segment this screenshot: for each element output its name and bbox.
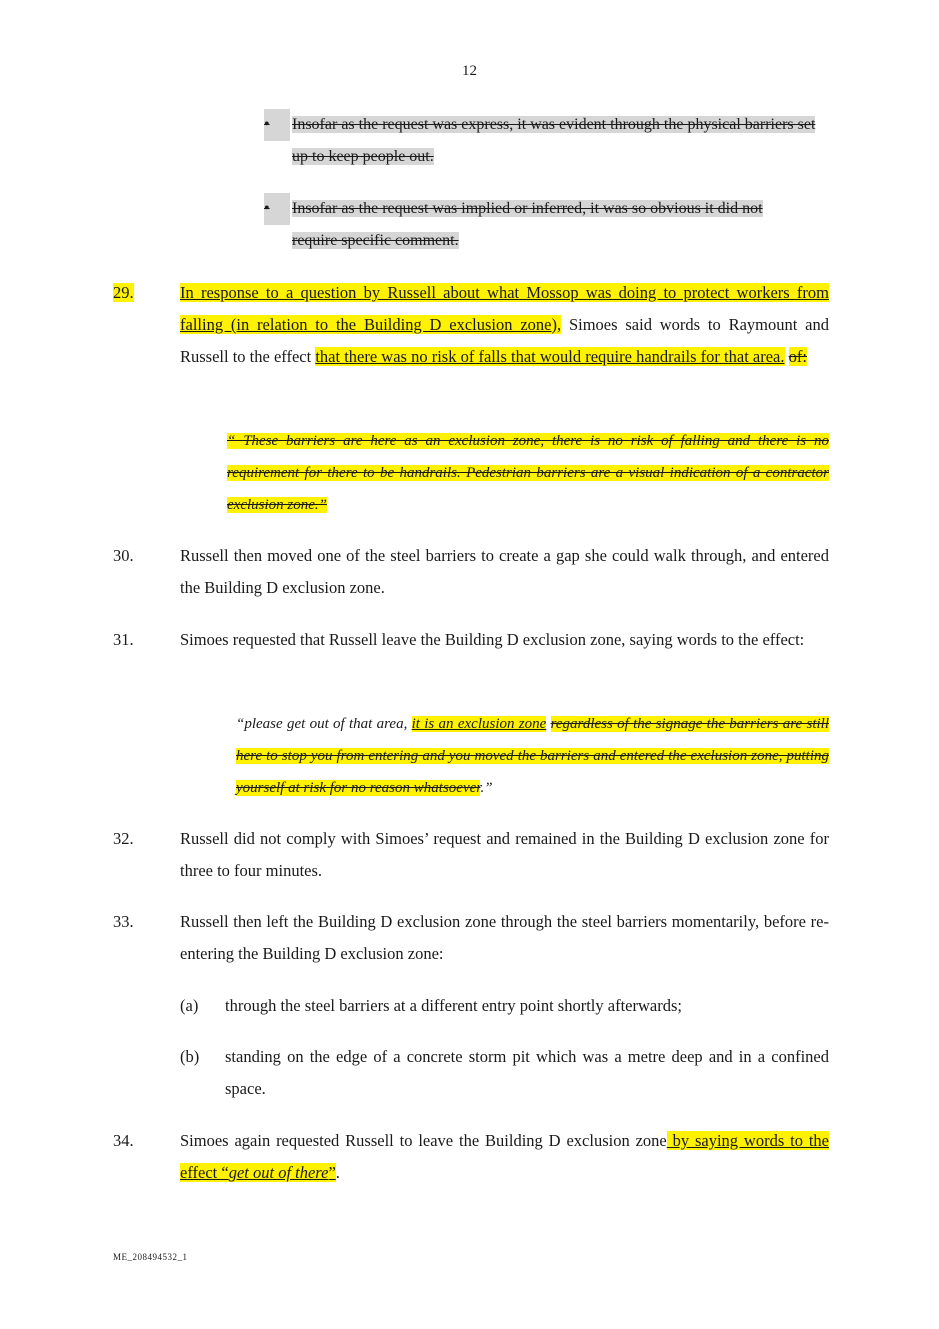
bullet-symbol: • — [264, 193, 290, 225]
paragraph-31 — [113, 624, 829, 656]
paragraph-text: Simoes again requested Russell to leave the Building D exclusion zone — [180, 1131, 667, 1150]
paragraph-text: Simoes requested that Russell leave the Building D exclusion zone, saying words to the effect: — [180, 630, 805, 649]
paragraph-number: 29. — [113, 283, 134, 302]
page-number: 12 — [462, 63, 477, 79]
item-text: standing on the edge of a concrete storm pit which was a metre deep and in a confined space. — [225, 1047, 829, 1098]
struck-bullet-2 — [264, 193, 804, 257]
deleted-quote: “ These barriers are here as an exclusion zone, there is no risk of falling and there is no requirement for there to be handrails. Pedestrian barriers are a visual indication of a contractor exclusion zone.” — [227, 433, 829, 513]
list-item-b — [180, 1041, 829, 1105]
inserted-text: it is an exclusion zone — [411, 716, 547, 732]
paragraph-text: Russell did not comply with Simoes’ request and remained in the Building D exclusion zone for three to four minutes. — [180, 829, 829, 880]
item-text: through the steel barriers at a different entry point shortly afterwards; — [225, 996, 682, 1015]
paragraph-33 — [113, 906, 829, 970]
bullet-text: Insofar as the request was implied or inferred, it was so obvious it did not require specific comment. — [292, 200, 763, 249]
inserted-quote: get out of there — [228, 1163, 329, 1182]
list-item-a — [180, 990, 829, 1022]
paragraph-29 — [113, 277, 829, 373]
quote-29 — [227, 425, 829, 521]
inserted-text: that there was no risk of falls that would require handrails for that area. — [315, 347, 785, 366]
quote-31 — [236, 708, 829, 804]
inserted-text: ” — [328, 1163, 336, 1182]
paragraph-number: 31. — [113, 630, 134, 649]
struck-bullet-1 — [264, 109, 829, 173]
paragraph-number: 34. — [113, 1131, 134, 1150]
paragraph-number: 33. — [113, 912, 134, 931]
paragraph-32 — [113, 823, 829, 887]
document-reference: ME_208494532_1 — [113, 1252, 188, 1262]
paragraph-30 — [113, 540, 829, 604]
paragraph-number: 30. — [113, 546, 134, 565]
deleted-text: regardless of the signage the barriers are still here to stop you from entering and you moved the barriers and entered the exclusion zone, putting yourself at risk for no reason whatsoever — [236, 716, 829, 796]
deleted-text: of: — [788, 347, 807, 366]
item-label: (b) — [180, 1047, 200, 1066]
paragraph-text: Simoes said words to Raymount and Russell to the effect — [180, 315, 829, 366]
paragraph-text: Russell then moved one of the steel barriers to create a gap she could walk through, and entered the Building D exclusion zone. — [180, 546, 829, 597]
quote-text: “please get out of that area, — [236, 716, 412, 732]
paragraph-text: Russell then left the Building D exclusion zone through the steel barriers momentarily, before re-entering the Building D exclusion zone: — [180, 912, 829, 963]
paragraph-number: 32. — [113, 829, 134, 848]
bullet-symbol: • — [264, 109, 290, 141]
quote-text: .” — [480, 780, 493, 796]
inserted-text: In response to a question by Russell about what Mossop was doing to protect workers from falling (in relation to the Building D exclusion zone), — [180, 283, 829, 334]
paragraph-text: . — [335, 1163, 340, 1182]
item-label: (a) — [180, 996, 199, 1015]
bullet-text: Insofar as the request was express, it was evident through the physical barriers set up to keep people out. — [292, 116, 816, 165]
paragraph-34 — [113, 1125, 829, 1189]
inserted-text: by saying words to the effect “ — [180, 1131, 829, 1182]
